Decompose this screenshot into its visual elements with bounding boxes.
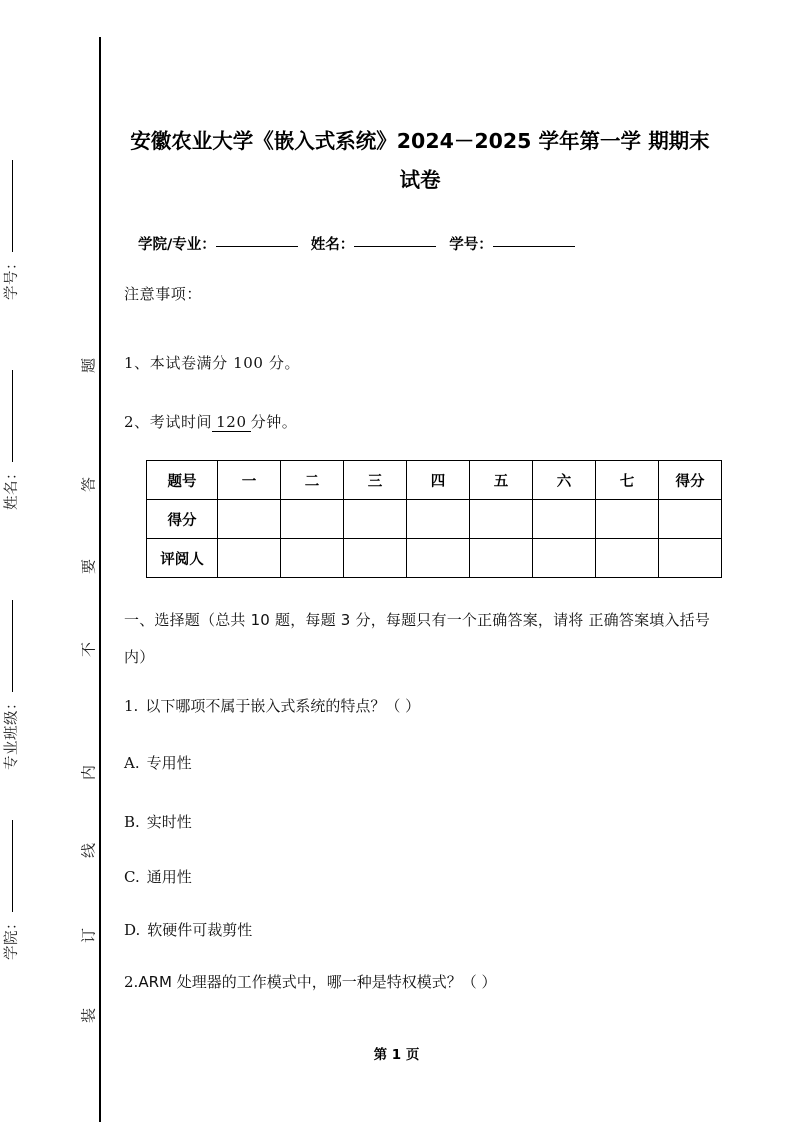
notes-item-1: 1、本试卷满分 100 分。 xyxy=(124,354,301,372)
score-cell-1-4[interactable] xyxy=(470,539,533,578)
binding-char-7: 装 xyxy=(79,1008,98,1024)
score-cell-0-7[interactable] xyxy=(659,500,722,539)
page-title-line-2: 期期末试卷 xyxy=(399,129,710,192)
binding-char-0: 题 xyxy=(79,358,98,374)
score-cell-0-0[interactable] xyxy=(218,500,281,539)
table-row-header xyxy=(147,461,722,500)
question-1 xyxy=(124,695,420,716)
binding-field-class-label: 专业班级： xyxy=(4,695,20,770)
binding-char-1: 答 xyxy=(79,477,98,493)
section-one-heading-line-1: 一、选择题（总共 10 题，每题 3 分，每题只有一个正确答案，请将 xyxy=(124,611,584,629)
binding-margin xyxy=(0,0,100,1122)
binding-char-4: 内 xyxy=(79,765,98,781)
score-table-col-3: 三 xyxy=(344,461,407,500)
binding-field-college-blank[interactable] xyxy=(12,820,13,912)
score-table-col-2: 二 xyxy=(281,461,344,500)
score-table-col-7: 七 xyxy=(596,461,659,500)
question-1-option-c-letter: C. xyxy=(124,868,140,886)
binding-field-name-label: 姓名： xyxy=(4,465,20,510)
question-1-option-b[interactable] xyxy=(124,811,192,832)
score-cell-1-3[interactable] xyxy=(407,539,470,578)
binding-vertical-rule xyxy=(99,37,101,1122)
question-1-number: 1. xyxy=(124,697,139,715)
binding-field-college-label: 学院： xyxy=(4,915,20,960)
score-table-col-6: 六 xyxy=(533,461,596,500)
binding-field-class[interactable] xyxy=(0,550,34,770)
student-id-label: 学号： xyxy=(449,237,493,253)
notes-item-2 xyxy=(124,411,297,432)
score-cell-0-4[interactable] xyxy=(470,500,533,539)
question-2-number: 2. xyxy=(124,973,139,991)
score-cell-0-5[interactable] xyxy=(533,500,596,539)
question-1-option-a-letter: A. xyxy=(124,754,140,772)
question-1-option-c[interactable] xyxy=(124,866,192,887)
binding-field-college[interactable] xyxy=(0,740,34,960)
score-table-col-5: 五 xyxy=(470,461,533,500)
student-id-field xyxy=(449,237,575,253)
score-cell-1-6[interactable] xyxy=(596,539,659,578)
question-2 xyxy=(124,971,496,992)
score-table xyxy=(146,460,722,578)
binding-field-student-id[interactable] xyxy=(0,80,34,300)
college-major-input[interactable] xyxy=(216,246,298,247)
binding-char-5: 线 xyxy=(79,843,98,859)
college-major-field xyxy=(138,237,298,253)
section-one-heading xyxy=(124,602,716,676)
page-number-label: 第 1 页 xyxy=(373,1047,420,1063)
page-title-line-1: 安徽农业大学《嵌入式系统》2024－2025 学年第一学 xyxy=(130,129,642,153)
question-1-option-b-letter: B. xyxy=(124,813,140,831)
binding-char-2: 要 xyxy=(79,559,98,575)
page-title xyxy=(124,122,716,200)
score-table-col-8: 得分 xyxy=(659,461,722,500)
score-cell-1-5[interactable] xyxy=(533,539,596,578)
score-cell-0-6[interactable] xyxy=(596,500,659,539)
notes-item-2-suffix: 分钟。 xyxy=(250,413,298,431)
binding-field-student-id-label: 学号： xyxy=(4,255,20,300)
name-label: 姓名： xyxy=(310,237,355,253)
score-cell-1-1[interactable] xyxy=(281,539,344,578)
question-1-option-a-text: 专用性 xyxy=(146,754,192,772)
score-cell-1-2[interactable] xyxy=(344,539,407,578)
question-1-option-b-text: 实时性 xyxy=(146,813,192,831)
page-footer xyxy=(0,1043,793,1063)
name-field xyxy=(311,237,437,253)
binding-field-name-blank[interactable] xyxy=(12,370,13,462)
score-row-label-score: 得分 xyxy=(147,500,218,539)
binding-char-3: 不 xyxy=(79,642,98,658)
question-1-text: 以下哪项不属于嵌入式系统的特点？（ ） xyxy=(145,697,421,715)
score-table-col-0: 题号 xyxy=(147,461,218,500)
name-input[interactable] xyxy=(354,246,436,247)
question-1-option-a[interactable] xyxy=(124,752,192,773)
question-2-text: ARM 处理器的工作模式中，哪一种是特权模式？（ ） xyxy=(138,973,497,991)
binding-field-name[interactable] xyxy=(0,290,34,510)
score-table-col-1: 一 xyxy=(218,461,281,500)
section-one-heading-line-2: 正确答案填入括号内） xyxy=(124,611,711,666)
binding-field-student-id-blank[interactable] xyxy=(12,160,13,252)
question-1-option-d-text: 软硬件可裁剪性 xyxy=(147,921,253,939)
student-id-input[interactable] xyxy=(493,246,575,247)
student-info-row xyxy=(138,233,718,254)
notes-heading: 注意事项： xyxy=(124,285,203,303)
score-cell-0-3[interactable] xyxy=(407,500,470,539)
binding-char-6: 订 xyxy=(79,928,98,944)
score-table-col-4: 四 xyxy=(407,461,470,500)
question-1-option-d[interactable] xyxy=(124,919,252,940)
score-cell-1-7[interactable] xyxy=(659,539,722,578)
score-cell-1-0[interactable] xyxy=(218,539,281,578)
binding-field-class-blank[interactable] xyxy=(12,600,13,692)
page-body xyxy=(124,0,724,1122)
table-row xyxy=(147,539,722,578)
score-cell-0-2[interactable] xyxy=(344,500,407,539)
score-row-label-grader: 评阅人 xyxy=(147,539,218,578)
score-cell-0-1[interactable] xyxy=(281,500,344,539)
exam-duration-value[interactable]: 120 xyxy=(212,413,250,432)
college-major-label: 学院/专业： xyxy=(138,237,216,253)
notes-item-2-prefix: 2、考试时间 xyxy=(124,413,213,431)
question-1-option-c-text: 通用性 xyxy=(146,868,192,886)
question-1-option-d-letter: D. xyxy=(124,921,141,939)
table-row xyxy=(147,500,722,539)
